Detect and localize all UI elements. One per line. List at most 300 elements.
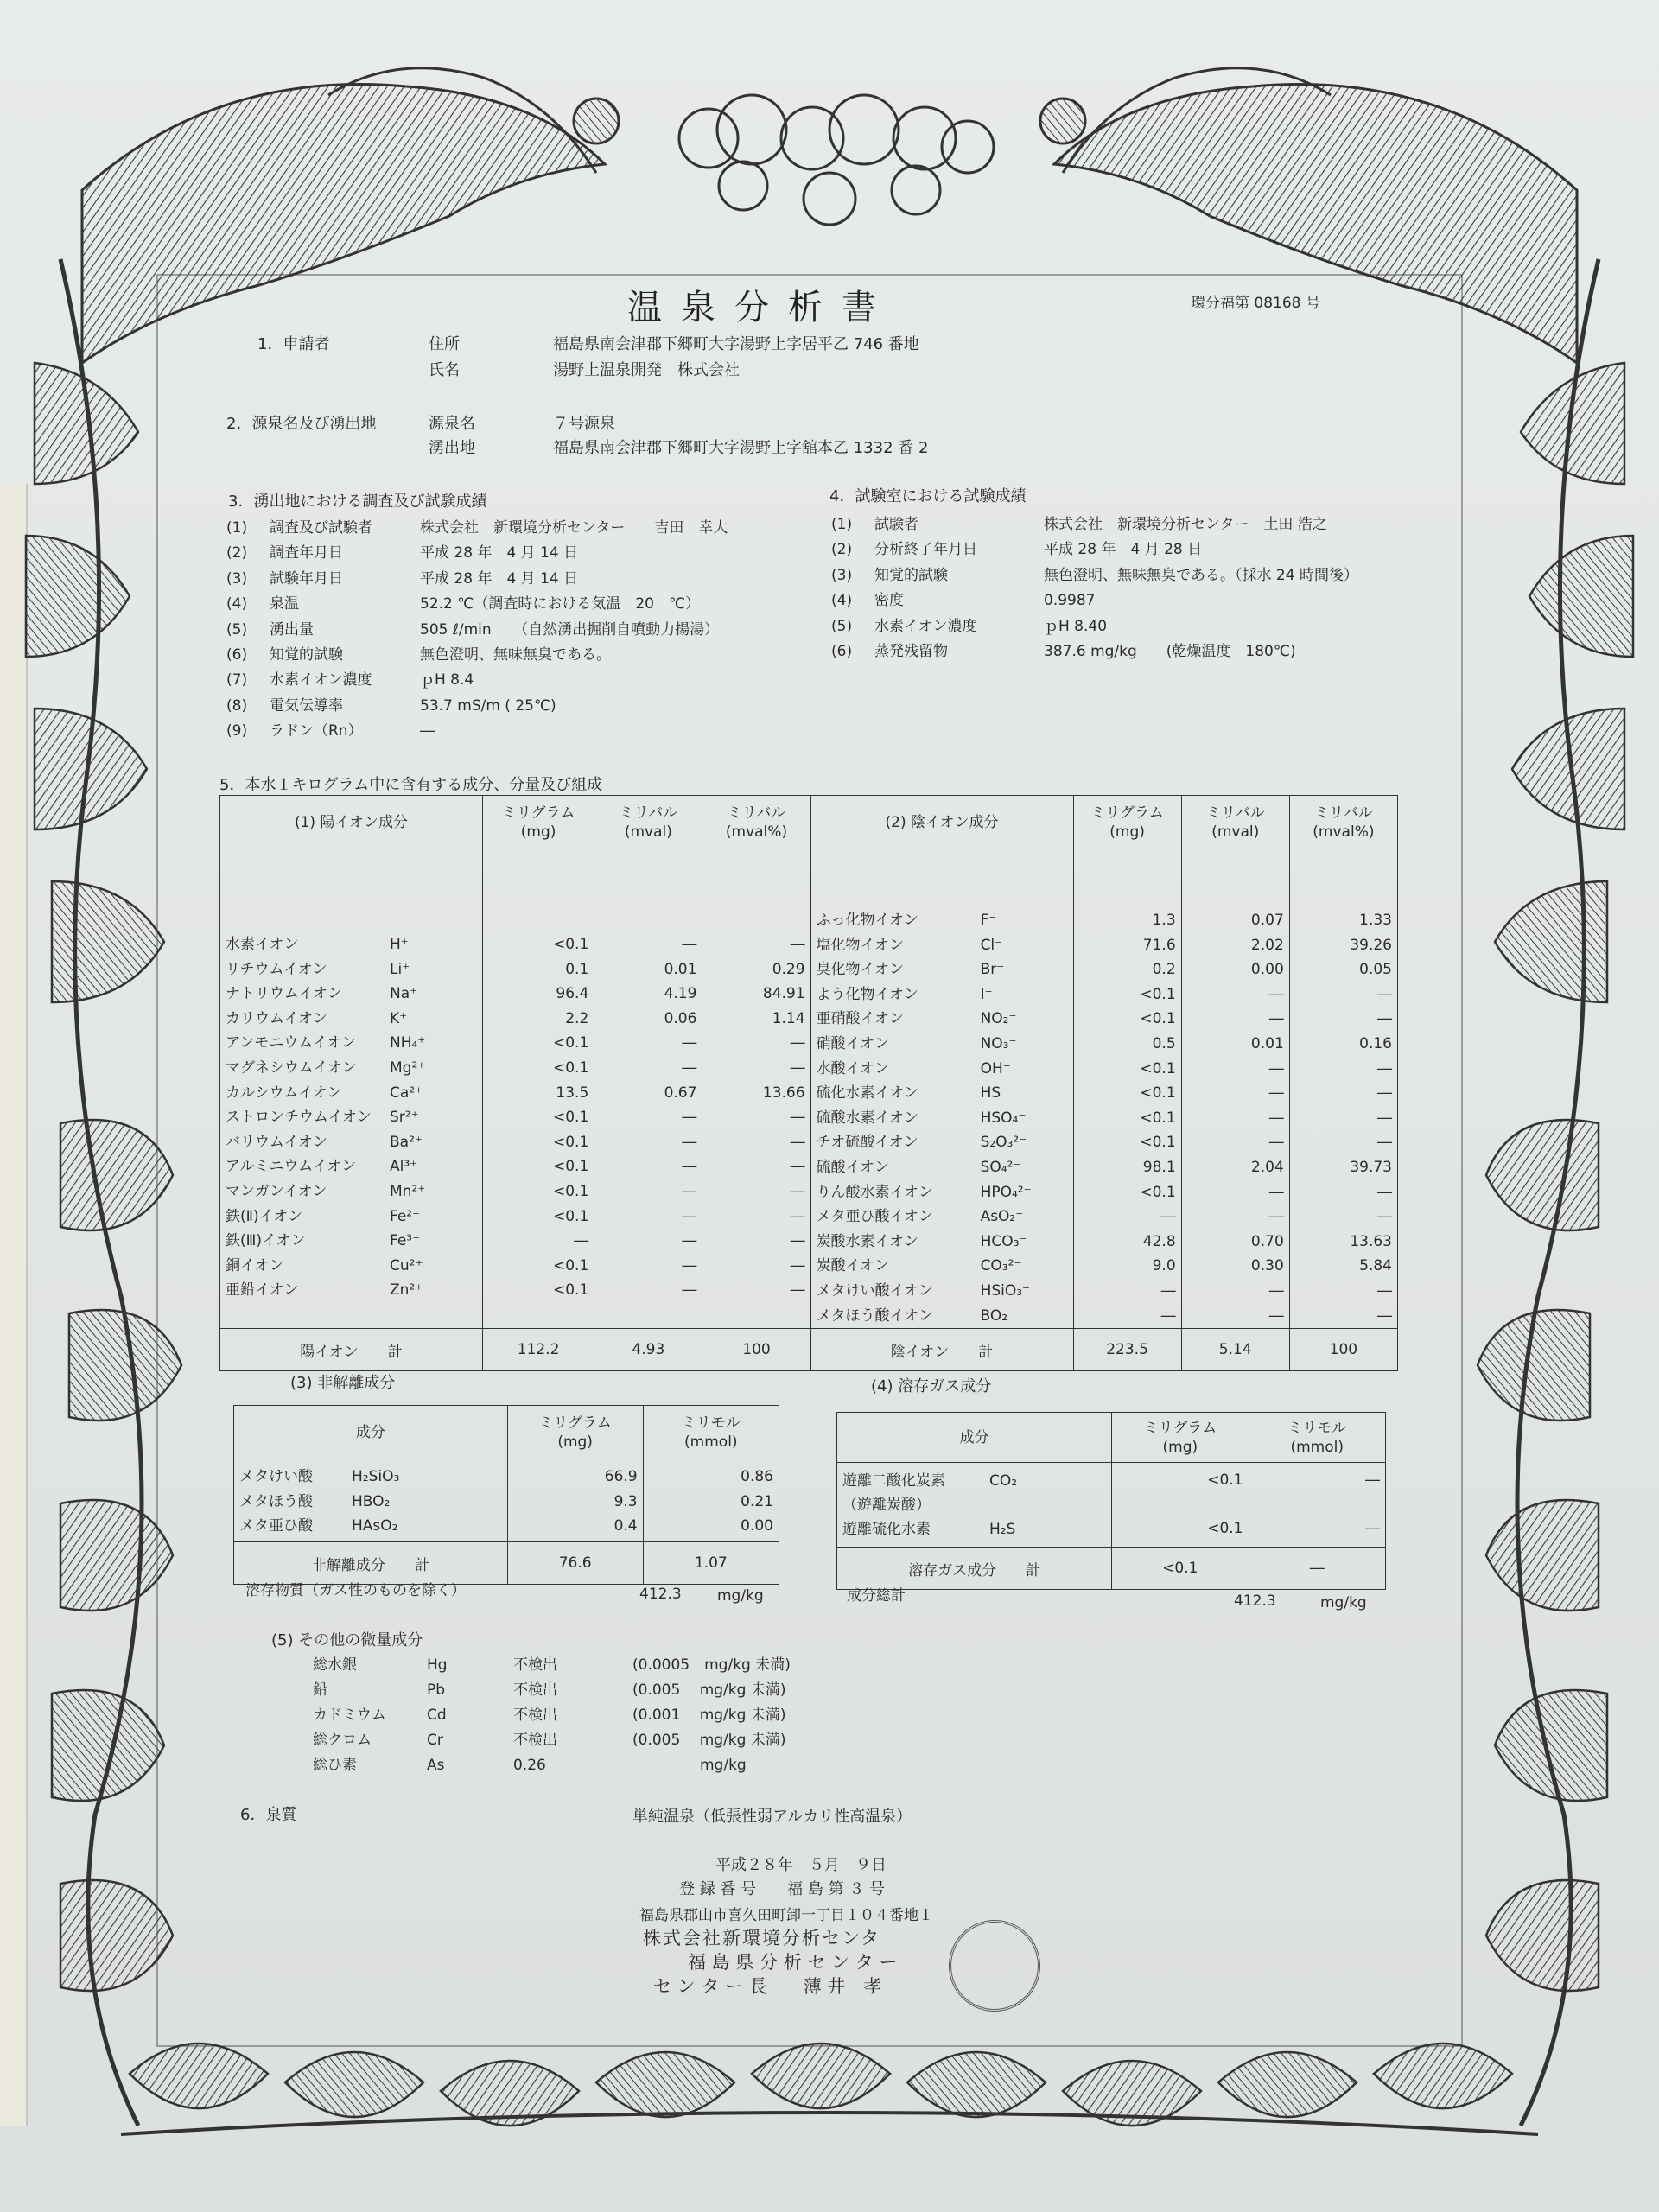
ion-pct: ― bbox=[790, 1133, 805, 1151]
ion-symbol: K⁺ bbox=[390, 1009, 408, 1027]
ion-mg: <0.1 bbox=[553, 1207, 589, 1225]
ion-mval: ― bbox=[1268, 1183, 1284, 1201]
ion-mg: ― bbox=[1160, 1281, 1176, 1300]
ion-symbol: Fe³⁺ bbox=[390, 1232, 421, 1250]
ion-mval: ― bbox=[1268, 1109, 1284, 1127]
lab-item-number: (3) bbox=[831, 566, 853, 584]
survey-item-number: (3) bbox=[226, 569, 248, 588]
anion-mg-header: ミリグラム (mg) bbox=[1073, 796, 1181, 849]
ion-mval: 0.00 bbox=[1250, 961, 1284, 979]
anion-mg-values bbox=[1073, 849, 1181, 1329]
ion-mg: <0.1 bbox=[553, 1158, 589, 1176]
anion-mval-header: ミリバル (mval) bbox=[1181, 796, 1289, 849]
ion-row bbox=[817, 982, 1068, 1007]
ion-mval: ― bbox=[1268, 1306, 1284, 1325]
survey-item-value: 53.7 mS/m ( 25℃) bbox=[420, 696, 556, 715]
trace-name: 鉛 bbox=[313, 1681, 327, 1699]
ion-name: カリウムイオン bbox=[226, 1009, 327, 1027]
trace-symbol: Pb bbox=[427, 1681, 446, 1699]
nd-names bbox=[234, 1459, 508, 1542]
nd-name: メタけい酸 bbox=[239, 1468, 313, 1485]
nd-total-mg: 76.6 bbox=[507, 1542, 643, 1585]
ion-mval: 0.06 bbox=[664, 1009, 697, 1027]
dissolved-gas-label: (4) 溶存ガス成分 bbox=[871, 1377, 992, 1395]
nd-total-label: 非解離成分 計 bbox=[234, 1542, 508, 1585]
ion-mg: <0.1 bbox=[553, 1109, 589, 1127]
source-location-label: 湧出地 bbox=[429, 439, 475, 457]
survey-item-value: 平成 28 年 4 月 14 日 bbox=[420, 544, 579, 563]
ion-pct: ― bbox=[1377, 1183, 1392, 1201]
ion-name: チオ硫酸イオン bbox=[816, 1134, 918, 1152]
ion-pct: 1.33 bbox=[1359, 912, 1392, 929]
nd-symbol: HBO₂ bbox=[352, 1492, 391, 1510]
survey-item-number: (5) bbox=[226, 620, 248, 639]
cation-header: (1) 陽イオン成分 bbox=[220, 796, 483, 849]
ion-symbol: Mg²⁺ bbox=[390, 1058, 426, 1077]
trace-symbol: Cd bbox=[427, 1707, 447, 1724]
survey-item-value: 平成 28 年 4 月 14 日 bbox=[420, 569, 579, 588]
ion-name: アンモニウムイオン bbox=[226, 1034, 357, 1052]
ion-symbol: Zn²⁺ bbox=[390, 1281, 423, 1300]
ion-row bbox=[817, 1007, 1068, 1032]
trace-symbol: Hg bbox=[427, 1656, 448, 1674]
gas-mg: <0.1 bbox=[1207, 1520, 1243, 1537]
trace-value: 不検出 bbox=[513, 1707, 557, 1724]
ion-mg: <0.1 bbox=[1140, 1010, 1176, 1028]
ion-name: 亜鉛イオン bbox=[226, 1281, 299, 1300]
ion-row bbox=[817, 1205, 1068, 1230]
ion-mval: 0.01 bbox=[1250, 1034, 1284, 1052]
ion-row bbox=[226, 1254, 477, 1279]
lab-item-value: 平成 28 年 4 月 28 日 bbox=[1044, 541, 1203, 559]
ion-symbol: Sr²⁺ bbox=[390, 1109, 419, 1127]
trace-name: 総クロム bbox=[313, 1732, 372, 1749]
anion-names bbox=[810, 849, 1073, 1329]
composition-label: 5．本水１キログラム中に含有する成分、分量及び組成 bbox=[219, 776, 603, 794]
ion-mval: ― bbox=[682, 1034, 697, 1052]
ion-mg: 0.1 bbox=[565, 960, 589, 978]
ion-mval: ― bbox=[682, 1109, 697, 1127]
ion-row bbox=[226, 1278, 477, 1303]
survey-item-key: 調査年月日 bbox=[270, 544, 343, 563]
survey-item-key: 調査及び試験者 bbox=[270, 519, 372, 537]
ion-pct: ― bbox=[790, 1256, 805, 1274]
dissolved-matter-label: 溶存物質（ガス性のものを除く） bbox=[245, 1582, 466, 1599]
field-survey-label: 3．湧出地における調査及び試験成績 bbox=[228, 493, 487, 511]
ion-symbol: HSO₄⁻ bbox=[980, 1109, 1027, 1127]
ion-mg: ― bbox=[1160, 1208, 1176, 1226]
survey-item-key: ラドン（Rn） bbox=[270, 722, 363, 741]
ion-name: アルミニウムイオン bbox=[226, 1158, 357, 1176]
ion-row bbox=[817, 1057, 1068, 1082]
anion-pct-values bbox=[1289, 849, 1397, 1329]
ion-row bbox=[817, 1155, 1068, 1180]
ion-mg: <0.1 bbox=[1140, 1183, 1176, 1201]
nd-mg-values bbox=[507, 1459, 643, 1542]
ion-mval: ― bbox=[1268, 1281, 1284, 1300]
ion-pct: 1.14 bbox=[772, 1009, 805, 1027]
gas-spacer bbox=[1117, 1496, 1243, 1520]
ion-name: 硫酸イオン bbox=[816, 1158, 890, 1176]
ion-mg: 1.3 bbox=[1152, 912, 1176, 929]
dissolved-matter-unit: mg/kg bbox=[717, 1587, 764, 1605]
ion-mg: <0.1 bbox=[553, 936, 589, 953]
spring-quality-label: 6．泉質 bbox=[240, 1806, 297, 1824]
ion-name: メタほう酸イオン bbox=[816, 1306, 934, 1325]
ion-row bbox=[817, 1106, 1068, 1131]
ion-row bbox=[817, 933, 1068, 958]
cation-mval-header: ミリバル (mval) bbox=[594, 796, 702, 849]
gas-mg-values bbox=[1112, 1463, 1249, 1548]
ion-symbol: HPO₄²⁻ bbox=[980, 1183, 1032, 1201]
survey-item-key: 泉温 bbox=[270, 595, 299, 613]
nd-total-mmol: 1.07 bbox=[643, 1542, 779, 1585]
cation-total-mval: 4.93 bbox=[594, 1329, 702, 1371]
nd-mmol-values bbox=[643, 1459, 779, 1542]
total-components-unit: mg/kg bbox=[1320, 1594, 1367, 1611]
ion-row bbox=[817, 1254, 1068, 1279]
ion-mg: <0.1 bbox=[553, 1133, 589, 1151]
ion-name: マンガンイオン bbox=[226, 1182, 327, 1200]
survey-item-value: 株式会社 新環境分析センター 吉田 幸大 bbox=[420, 519, 728, 537]
ion-symbol: Ca²⁺ bbox=[390, 1084, 423, 1102]
ion-name: ナトリウムイオン bbox=[226, 985, 342, 1003]
ion-pct: ― bbox=[1377, 1109, 1392, 1127]
nd-name: メタほう酸 bbox=[239, 1492, 313, 1510]
ion-pct: ― bbox=[790, 1158, 805, 1176]
gas-symbol: CO₂ bbox=[989, 1472, 1018, 1490]
ion-symbol: Br⁻ bbox=[980, 961, 1005, 979]
ion-pct: ― bbox=[790, 1182, 805, 1200]
ion-mval: 0.67 bbox=[664, 1084, 697, 1102]
ion-name: 水素イオン bbox=[226, 936, 299, 953]
gas-row bbox=[842, 1468, 1106, 1492]
nd-row bbox=[239, 1490, 502, 1515]
ion-pct: 39.73 bbox=[1350, 1158, 1392, 1176]
ion-mg: <0.1 bbox=[1140, 1059, 1176, 1077]
ion-row bbox=[226, 1179, 477, 1205]
lab-item-value: 株式会社 新環境分析センター 土田 浩之 bbox=[1044, 516, 1327, 533]
ion-pct: 0.29 bbox=[772, 960, 805, 978]
ion-pct: ― bbox=[1377, 1208, 1392, 1226]
ion-mg: 13.5 bbox=[556, 1084, 589, 1102]
ion-mval: 0.07 bbox=[1250, 912, 1284, 929]
ion-mg: <0.1 bbox=[553, 1058, 589, 1077]
nd-col-mg: ミリグラム (mg) bbox=[507, 1406, 643, 1459]
lab-item-number: (4) bbox=[831, 592, 853, 610]
ion-row bbox=[226, 1031, 477, 1056]
lab-item-value: 無色澄明、無味無臭である。（採水 24 時間後） bbox=[1044, 566, 1358, 584]
trace-note: (0.001 mg/kg 未満) bbox=[632, 1707, 786, 1724]
lab-item-value: 0.9987 bbox=[1044, 592, 1096, 610]
survey-item-value: 505 ℓ/min （自然湧出掘削自噴動力揚湯） bbox=[420, 620, 720, 639]
nd-mg: 0.4 bbox=[613, 1517, 638, 1535]
ion-row bbox=[817, 1230, 1068, 1255]
survey-item-value: ― bbox=[420, 722, 435, 741]
ion-name: 硫酸水素イオン bbox=[816, 1109, 919, 1127]
trace-note: mg/kg bbox=[700, 1757, 747, 1774]
document-number: 環分福第 08168 号 bbox=[1191, 295, 1320, 312]
cation-mg-values bbox=[482, 849, 594, 1329]
survey-item-number: (8) bbox=[226, 696, 248, 715]
ion-pct: ― bbox=[790, 1281, 805, 1300]
ion-mg: 0.5 bbox=[1152, 1034, 1176, 1052]
source-section-label: 2．源泉名及び湧出地 bbox=[226, 415, 377, 433]
gas-mmol: ― bbox=[1365, 1520, 1380, 1537]
ion-mg: <0.1 bbox=[1140, 1109, 1176, 1127]
nd-mmol: 0.00 bbox=[741, 1517, 773, 1535]
ion-symbol: NO₂⁻ bbox=[980, 1010, 1017, 1028]
ion-row bbox=[226, 1007, 477, 1032]
ion-symbol: HS⁻ bbox=[980, 1084, 1009, 1103]
lab-item-key: 試験者 bbox=[874, 516, 918, 533]
ion-name: ストロンチウムイオン bbox=[226, 1109, 372, 1127]
ion-name: バリウムイオン bbox=[226, 1133, 327, 1151]
lab-item-number: (6) bbox=[831, 643, 853, 660]
ion-symbol: SO₄²⁻ bbox=[980, 1158, 1021, 1176]
registration-number: 登 録 番 号 福 島 第 ３ 号 bbox=[679, 1880, 886, 1898]
cation-mvalp-header: ミリバル (mval%) bbox=[702, 796, 810, 849]
nd-symbol: HAsO₂ bbox=[352, 1517, 398, 1535]
ion-symbol: Cu²⁺ bbox=[390, 1256, 423, 1274]
phoenix-right bbox=[1040, 68, 1577, 363]
ion-mg: <0.1 bbox=[1140, 1084, 1176, 1103]
gas-symbol: H₂S bbox=[989, 1521, 1016, 1538]
official-seal-stamp bbox=[949, 1920, 1040, 2012]
ion-symbol: Mn²⁺ bbox=[390, 1182, 426, 1200]
cloud-motif bbox=[679, 95, 994, 225]
gas-mmol-values bbox=[1249, 1463, 1386, 1548]
cation-names bbox=[220, 849, 483, 1329]
ion-mval: 2.04 bbox=[1250, 1158, 1284, 1176]
right-leaf-vine bbox=[1478, 259, 1633, 2126]
survey-item-value: ｐH 8.4 bbox=[420, 671, 474, 690]
gas-name: 遊離二酸化炭素 bbox=[842, 1472, 945, 1490]
ion-name: メタけい酸イオン bbox=[816, 1281, 934, 1300]
lab-test-label: 4．試験室における試験成績 bbox=[830, 487, 1027, 505]
trace-note: (0.005 mg/kg 未満) bbox=[632, 1681, 786, 1699]
trace-symbol: Cr bbox=[427, 1732, 443, 1749]
ion-mval: ― bbox=[682, 1232, 697, 1250]
ion-mg: 96.4 bbox=[556, 985, 589, 1003]
ion-name: 硫化水素イオン bbox=[816, 1084, 919, 1103]
ion-symbol: AsO₂⁻ bbox=[980, 1208, 1024, 1226]
ion-pct: 39.26 bbox=[1350, 936, 1392, 954]
nd-mg: 9.3 bbox=[613, 1492, 638, 1510]
address-label: 住所 bbox=[429, 335, 460, 353]
lab-item-key: 水素イオン濃度 bbox=[874, 617, 977, 635]
ion-mg: <0.1 bbox=[1140, 1134, 1176, 1152]
ion-mval: ― bbox=[682, 1207, 697, 1225]
ion-symbol: Al³⁺ bbox=[390, 1158, 418, 1176]
trace-value: 不検出 bbox=[513, 1732, 557, 1749]
nondissociated-label: (3) 非解離成分 bbox=[290, 1374, 396, 1392]
gas-names bbox=[837, 1463, 1112, 1548]
ion-pct: ― bbox=[1377, 1281, 1392, 1300]
ion-mval: 2.02 bbox=[1250, 936, 1284, 954]
ion-row bbox=[226, 1081, 477, 1106]
ion-symbol: NH₄⁺ bbox=[390, 1034, 426, 1052]
ion-mg: <0.1 bbox=[1140, 985, 1176, 1003]
ion-table bbox=[219, 795, 1398, 1371]
ion-symbol: NO₃⁻ bbox=[980, 1034, 1017, 1052]
ion-mg: 0.2 bbox=[1152, 961, 1176, 979]
ion-symbol: Cl⁻ bbox=[980, 936, 1003, 954]
ion-mg: 9.0 bbox=[1152, 1257, 1176, 1275]
ion-row bbox=[817, 1180, 1068, 1205]
ion-row bbox=[226, 1130, 477, 1155]
anion-mval-values bbox=[1181, 849, 1289, 1329]
ion-pct: ― bbox=[790, 1034, 805, 1052]
lab-item-key: 蒸発残留物 bbox=[874, 643, 948, 660]
ion-name: カルシウムイオン bbox=[226, 1084, 342, 1102]
lab-item-value: 387.6 mg/kg (乾燥温度 180℃) bbox=[1044, 643, 1296, 660]
ion-mval: ― bbox=[1268, 1010, 1284, 1028]
ion-pct: ― bbox=[790, 1058, 805, 1077]
anion-total-label: 陰イオン 計 bbox=[810, 1329, 1073, 1371]
ion-symbol: Li⁺ bbox=[390, 960, 410, 978]
anion-total-mg: 223.5 bbox=[1073, 1329, 1181, 1371]
ion-pct: 13.66 bbox=[762, 1084, 805, 1102]
cation-total-mg: 112.2 bbox=[482, 1329, 594, 1371]
ion-mval: 4.19 bbox=[664, 985, 697, 1003]
ion-symbol: HSiO₃⁻ bbox=[980, 1281, 1031, 1300]
applicant-label: 1．申請者 bbox=[257, 335, 330, 353]
ion-symbol: I⁻ bbox=[980, 985, 993, 1003]
ion-row bbox=[226, 1154, 477, 1179]
nd-mmol: 0.21 bbox=[741, 1492, 773, 1510]
ion-row bbox=[817, 908, 1068, 933]
trace-value: 不検出 bbox=[513, 1681, 557, 1699]
ion-mg: 71.6 bbox=[1142, 936, 1176, 954]
anion-total-pct: 100 bbox=[1289, 1329, 1397, 1371]
ion-pct: ― bbox=[790, 1207, 805, 1225]
gas-mmol: ― bbox=[1365, 1471, 1380, 1489]
gas-total-mmol: ― bbox=[1249, 1548, 1386, 1590]
ion-mval: 0.70 bbox=[1250, 1232, 1284, 1250]
survey-item-key: 水素イオン濃度 bbox=[270, 671, 372, 690]
ion-name: 鉄(Ⅲ)イオン bbox=[226, 1232, 306, 1250]
ion-name: 水酸イオン bbox=[816, 1059, 890, 1077]
anion-header: (2) 陰イオン成分 bbox=[810, 796, 1073, 849]
ion-mval: ― bbox=[682, 1158, 697, 1176]
lab-item-value: ｐH 8.40 bbox=[1044, 617, 1108, 635]
lab-item-number: (1) bbox=[831, 516, 853, 533]
survey-item-key: 試験年月日 bbox=[270, 569, 343, 588]
ion-mg: 98.1 bbox=[1142, 1158, 1176, 1176]
ion-mg: <0.1 bbox=[553, 1281, 589, 1300]
survey-item-number: (7) bbox=[226, 671, 248, 690]
cation-total-label: 陽イオン 計 bbox=[220, 1329, 483, 1371]
ion-symbol: Na⁺ bbox=[390, 985, 418, 1003]
ion-name: 臭化物イオン bbox=[816, 961, 905, 979]
ion-name: よう化物イオン bbox=[816, 985, 919, 1003]
ion-mval: ― bbox=[1268, 1084, 1284, 1103]
ion-mval: ― bbox=[1268, 1059, 1284, 1077]
gas-total-mg: <0.1 bbox=[1112, 1548, 1249, 1590]
ion-mval: ― bbox=[682, 1281, 697, 1300]
ion-mg: <0.1 bbox=[553, 1256, 589, 1274]
applicant-address: 福島県南会津郡下郷町大字湯野上字居平乙 746 番地 bbox=[553, 335, 919, 353]
ion-name: マグネシウムイオン bbox=[226, 1058, 357, 1077]
ion-name: 炭酸水素イオン bbox=[816, 1232, 919, 1250]
ion-row bbox=[226, 1105, 477, 1130]
ion-row bbox=[226, 1229, 477, 1254]
ion-mval: ― bbox=[682, 1182, 697, 1200]
ion-pct: ― bbox=[1377, 1010, 1392, 1028]
ion-row bbox=[226, 932, 477, 957]
ion-mg: <0.1 bbox=[553, 1034, 589, 1052]
ion-mval: ― bbox=[682, 1058, 697, 1077]
gas-total-label: 溶存ガス成分 計 bbox=[837, 1548, 1112, 1590]
ion-symbol: S₂O₃²⁻ bbox=[980, 1134, 1027, 1152]
dissolved-matter-value: 412.3 bbox=[639, 1586, 682, 1603]
dissolved-gas-table bbox=[836, 1412, 1386, 1590]
ion-symbol: Fe²⁺ bbox=[390, 1207, 421, 1225]
ion-pct: 0.05 bbox=[1359, 961, 1392, 979]
nd-mmol: 0.86 bbox=[741, 1468, 773, 1485]
ion-name: メタ亜ひ酸イオン bbox=[816, 1208, 934, 1226]
total-components-label: 成分総計 bbox=[847, 1587, 906, 1605]
trace-note: (0.0005 mg/kg 未満) bbox=[632, 1656, 791, 1674]
gas-mg: <0.1 bbox=[1207, 1471, 1243, 1489]
ion-mval: 0.30 bbox=[1250, 1257, 1284, 1275]
ion-mg: ― bbox=[1160, 1306, 1176, 1325]
trace-value: 不検出 bbox=[513, 1656, 557, 1674]
trace-name: カドミウム bbox=[313, 1707, 386, 1724]
trace-name: 総水銀 bbox=[313, 1656, 357, 1674]
ion-symbol: HCO₃⁻ bbox=[980, 1232, 1027, 1250]
ion-row bbox=[817, 1032, 1068, 1057]
ion-row bbox=[817, 1304, 1068, 1329]
ion-pct: ― bbox=[790, 1109, 805, 1127]
lab-item-key: 分析終了年月日 bbox=[874, 541, 977, 559]
ion-row bbox=[817, 1130, 1068, 1155]
spring-quality-value: 単純温泉（低張性弱アルカリ性高温泉） bbox=[632, 1808, 912, 1826]
lab-item-key: 密度 bbox=[874, 592, 904, 610]
survey-item-key: 湧出量 bbox=[270, 620, 314, 639]
gas-note: （遊離炭酸） bbox=[842, 1497, 931, 1514]
ion-pct: ― bbox=[1377, 1084, 1392, 1103]
ion-row bbox=[226, 1205, 477, 1230]
ion-row bbox=[226, 1056, 477, 1081]
ion-name: リチウムイオン bbox=[226, 960, 327, 978]
ion-mg: <0.1 bbox=[553, 1182, 589, 1200]
gas-spacer bbox=[1255, 1496, 1381, 1520]
ion-mval: ― bbox=[682, 1256, 697, 1274]
survey-item-number: (9) bbox=[226, 722, 248, 741]
anion-mvalp-header: ミリバル (mval%) bbox=[1289, 796, 1397, 849]
ion-name: ふっ化物イオン bbox=[816, 912, 919, 929]
nd-col-name: 成分 bbox=[234, 1406, 508, 1459]
ion-symbol: F⁻ bbox=[980, 912, 997, 929]
cation-total-pct: 100 bbox=[702, 1329, 810, 1371]
bottom-leaf-row bbox=[121, 2044, 1538, 2134]
survey-item-key: 知覚的試験 bbox=[270, 646, 343, 664]
ion-mg: 42.8 bbox=[1142, 1232, 1176, 1250]
source-location: 福島県南会津郡下郷町大字湯野上字舘本乙 1332 番 2 bbox=[553, 439, 929, 457]
nd-row bbox=[239, 1465, 502, 1490]
nondissociated-table bbox=[233, 1405, 779, 1585]
lab-item-number: (5) bbox=[831, 617, 853, 635]
gas-col-name: 成分 bbox=[837, 1413, 1112, 1463]
survey-item-number: (2) bbox=[226, 544, 248, 563]
ion-name: 亜硝酸イオン bbox=[816, 1010, 905, 1028]
survey-item-number: (4) bbox=[226, 595, 248, 613]
center-address: 福島県郡山市喜久田町卸一丁目１０４番地１ bbox=[639, 1907, 933, 1924]
ion-mg: 2.2 bbox=[565, 1009, 589, 1027]
center-head: セ ン タ ー 長 薄 井 孝 bbox=[653, 1976, 882, 1997]
